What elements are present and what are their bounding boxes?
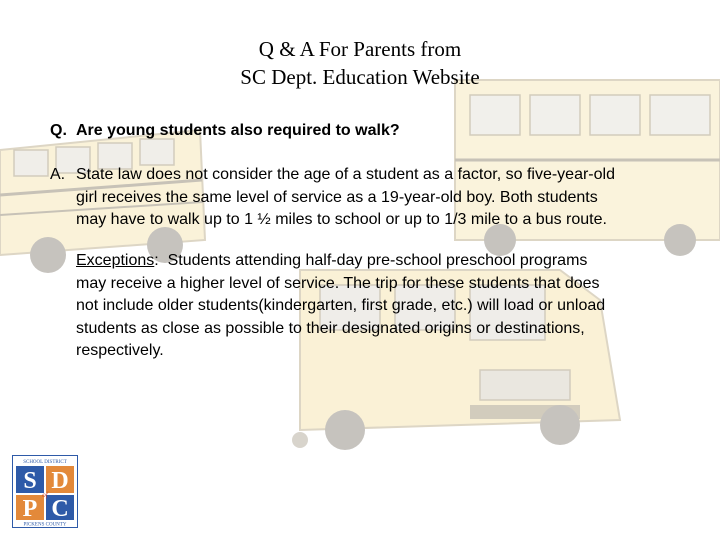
exceptions-line: respectively. (76, 342, 164, 359)
exceptions-colon: : (154, 252, 159, 269)
logo-letter-s: S (23, 468, 37, 494)
exceptions-line: not include older students(kindergarten, first grade, etc.) will load or unload (76, 297, 606, 314)
question-label: Q. (50, 122, 67, 139)
answer-label: A. (50, 166, 66, 183)
logo-letter-p: P (22, 496, 38, 522)
exceptions-first-line-text: Students attending half-day pre-school preschool programs (158, 252, 588, 269)
logo-top-text: SCHOOL DISTRICT (23, 460, 67, 465)
exceptions-first-line (76, 250, 587, 273)
answer-line: may have to walk up to 1 ½ miles to school or up to 1/3 mile to a bus route. (76, 211, 607, 228)
title-line-1: Q & A For Parents from (258, 37, 462, 61)
exceptions-line: may receive a higher level of service. The trip for these students that does (76, 274, 600, 292)
answer-line: girl receives the same level of service as a 19-year-old boy. Both students (76, 188, 598, 206)
exceptions-heading: Exceptions (76, 252, 155, 269)
logo-letter-c: C (51, 496, 69, 522)
answer-line: State law does not consider the age of a student as a factor, so five-year-old (76, 166, 615, 183)
exceptions-line: students as close as possible to their designated origins or destinations, (76, 319, 585, 337)
logo-bottom-text: PICKENS COUNTY (23, 522, 67, 528)
question-text: Are young students also required to walk? (76, 122, 400, 139)
school-district-logo (12, 455, 78, 528)
logo-of-text: of (42, 491, 48, 499)
logo-letter-d: D (51, 468, 69, 494)
title-line-2: SC Dept. Education Website (240, 65, 480, 89)
